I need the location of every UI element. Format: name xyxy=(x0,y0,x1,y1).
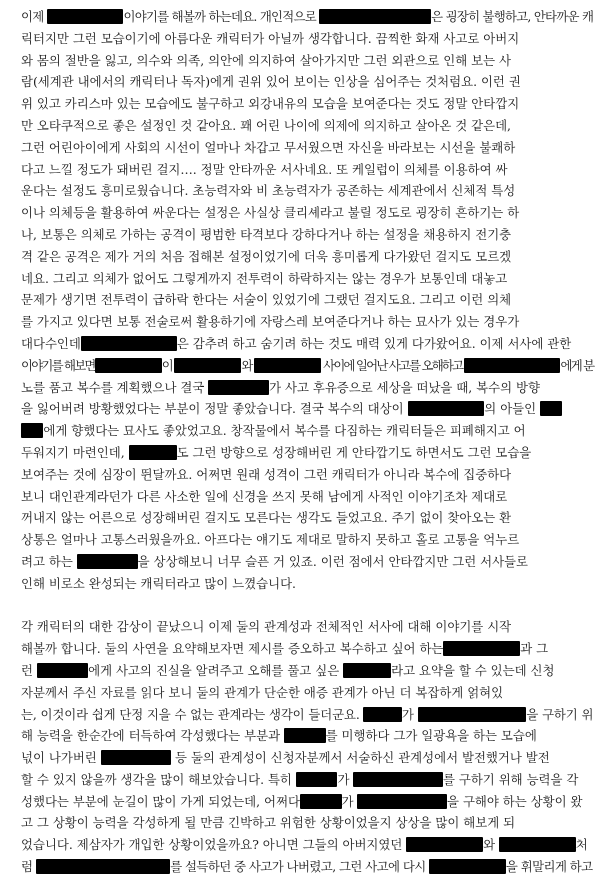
redaction-box xyxy=(77,554,138,569)
text-run: 을 상상해보니 너무 슬픈 거 있죠. 이런 점에서 안타깝지만 그런 서사들로 xyxy=(137,553,528,569)
text-run: 노를 품고 복수를 계획했으나 결국 xyxy=(21,379,209,395)
text-run: 라고 요약을 할 수 있는데 신청 xyxy=(391,662,555,678)
text-line xyxy=(21,616,593,638)
text-run: 은 굉장히 불행하고, 안타까운 캐 xyxy=(431,9,594,24)
text-run: 가 xyxy=(337,771,354,787)
text-run: 자분께서 주신 자료를 읽다 보니 둘의 관계가 단순한 애증 관계가 아닌 더 복잡하게 얽혀있 xyxy=(21,684,504,700)
text-run: 와 xyxy=(483,837,499,853)
text-line xyxy=(21,725,593,747)
text-line xyxy=(21,377,593,399)
text-run: 을 구하기 위 xyxy=(526,706,594,722)
text-run: 나, 보통은 의체로 가하는 공격이 평범한 타격보다 강하다거나 하는 설정을 채용하지 전기충 xyxy=(21,226,512,242)
text-run: 를 설득하던 중 사고가 나버렸고, 그런 사고에 다시 xyxy=(170,859,430,875)
text-run: 가 xyxy=(401,706,418,722)
text-run: 의 아들인 xyxy=(484,401,541,417)
text-line xyxy=(21,704,593,726)
text-run: 인해 비로소 완성되는 캐릭터라고 많이 느꼈습니다. xyxy=(21,575,296,591)
text-line xyxy=(21,93,593,115)
redaction-box xyxy=(284,728,326,743)
redaction-box xyxy=(408,401,485,416)
text-line xyxy=(21,333,593,355)
text-line xyxy=(21,834,593,856)
text-line xyxy=(21,159,593,181)
text-run: 넋이 나가버린 xyxy=(21,750,101,766)
text-run: 를 구하기 위해 능력을 각 xyxy=(442,771,579,787)
text-line xyxy=(21,551,593,573)
text-line xyxy=(21,638,593,660)
text-run: 도 그런 방향으로 성장해버린 게 안타깝기도 하면서도 그런 모습을 xyxy=(176,444,532,460)
text-run: 는, 이것이라 쉽게 단정 지을 수 없는 관계라는 생각이 들더군요. xyxy=(21,706,364,722)
text-run: 사이에 일어난 사고를 오해하고 xyxy=(320,357,465,373)
text-line xyxy=(21,180,593,202)
text-run: 성했다는 부분에 눈길이 많이 가게 되었는데, 어쩌다 xyxy=(21,793,300,809)
text-run: 가 xyxy=(341,793,358,809)
text-run: 릭터지만 그런 모습이기에 아름다운 캐릭터가 아닐까 생각합니다. 끔찍한 화재 사고로 아버지 xyxy=(21,30,520,46)
text-run: 럼 xyxy=(21,859,36,875)
text-line xyxy=(21,224,593,246)
text-line xyxy=(21,660,593,682)
text-run: 할 수 있지 않을까 생각을 많이 해보았습니다. 특히 xyxy=(21,771,296,787)
redaction-box xyxy=(174,358,241,373)
text-line xyxy=(21,464,593,486)
redaction-box xyxy=(129,445,177,460)
redaction-box xyxy=(319,9,431,24)
text-run: 려고 하는 xyxy=(21,553,77,569)
redaction-box xyxy=(101,750,171,765)
text-run: 각 캐릭터의 대한 감상이 끝났으니 이제 둘의 관계성과 전체적인 서사에 대해 이야기를 시작 xyxy=(21,619,512,635)
text-run: 었습니다. 제삼자가 개입한 상황이었을까요? 아니면 그들의 아버지였던 xyxy=(21,837,407,853)
redaction-box xyxy=(208,380,269,395)
text-line xyxy=(21,268,593,290)
text-run: 런 xyxy=(21,662,37,678)
redaction-box xyxy=(353,772,443,787)
text-run: 고 그 상황이 능력을 각성하게 될 만큼 긴박하고 위험한 상황이었을지 상상을 많이 해보게 되 xyxy=(21,815,516,831)
text-line xyxy=(21,769,593,791)
text-line xyxy=(21,573,593,595)
text-line xyxy=(21,311,593,333)
text-run: 이야기를 해볼까 하는데요. 개인적으로 xyxy=(123,9,320,24)
text-run: 람(세계관 내에서의 캐릭터나 독자)에게 권위 있어 보이는 인상을 심어주는 것처럼요. 이런 권 xyxy=(21,74,521,90)
text-line xyxy=(21,812,593,834)
text-run: 해볼까 합니다. 둘의 사연을 요약해보자면 제시를 증오하고 복수하고 싶어 하는 xyxy=(21,641,444,657)
text-run: 을 휘말리게 하고 xyxy=(505,859,593,875)
text-run: 등 둘의 관계성이 신청자분께서 서술하신 관계성에서 발전했거나 발전 xyxy=(171,750,550,766)
redaction-box xyxy=(47,9,124,24)
text-line xyxy=(21,529,593,551)
text-run: 대다수인데 xyxy=(21,335,81,351)
text-line xyxy=(21,202,593,224)
text-run: 보여주는 것에 심장이 뛴달까요. 어쩌면 원래 성격이 그런 캐릭터가 아니라 복수에 집중하다 xyxy=(21,466,512,482)
redaction-box xyxy=(37,663,88,678)
text-line xyxy=(21,137,593,159)
text-line xyxy=(21,28,593,50)
text-run: 에게 분 xyxy=(560,357,594,373)
text-line xyxy=(21,856,593,878)
text-run: 을 구해야 하는 상황이 왔 xyxy=(447,793,583,809)
paragraph xyxy=(21,6,593,595)
text-run: 이나 의체등을 활용하여 싸운다는 설정은 사실상 클리셰라고 불릴 정도로 굉장히 흔하기는 하 xyxy=(21,205,520,221)
text-line xyxy=(21,355,593,377)
text-run: 이야기를 해보면 xyxy=(21,357,95,373)
text-line xyxy=(21,246,593,268)
redaction-box xyxy=(540,401,562,416)
text-run: 와 xyxy=(241,357,254,373)
text-run: 그런 어린아이에게 사회의 시선이 얼마나 차갑고 무서웠으면 자신을 바라보는 시선을 불쾌하 xyxy=(21,139,516,155)
redaction-box xyxy=(418,707,527,722)
text-line xyxy=(21,289,593,311)
text-run: 다고 느낄 정도가 돼버린 걸지…. 정말 안타까운 서사네요. 또 케일럽이 의체를 이용하여 싸 xyxy=(21,161,508,177)
text-run: 이 xyxy=(161,357,175,373)
text-line xyxy=(21,420,593,442)
redaction-box xyxy=(464,358,560,373)
text-run: 처 xyxy=(575,837,588,853)
text-run: 을 잃어버려 방황했었다는 부분이 정말 좋았습니다. 결국 복수의 대상이 xyxy=(21,401,408,417)
text-run: 과 그 xyxy=(520,641,549,657)
redaction-box xyxy=(296,772,338,787)
redaction-box xyxy=(429,859,506,874)
redaction-box xyxy=(95,358,162,373)
text-run: 에게 사고의 진실을 알려주고 오해를 풀고 싶은 xyxy=(88,662,344,678)
redaction-box xyxy=(300,794,342,809)
text-run: 은 감추려 하고 숨기려 하는 것도 매력 있게 다가왔어요. 이제 서사에 관한 xyxy=(176,335,572,351)
text-line xyxy=(21,398,593,420)
text-run: 두워지기 마련인데, xyxy=(21,444,129,460)
text-run: 네요. 그리고 의체가 없어도 그렇게까지 전투력이 하락하지는 않는 경우가 보통인데 대놓고 xyxy=(21,270,508,286)
redaction-box xyxy=(406,837,483,852)
text-run: 와 몸의 절반을 잃고, 의수와 의족, 의안에 의지하여 살아가지만 그런 외관으로 인해 보는 사 xyxy=(21,52,511,68)
text-line xyxy=(21,747,593,769)
text-run: 격 같은 공격은 제가 거의 처음 접해본 설정이었기에 더욱 흥미롭게 다가왔던 걸지도 모르겠 xyxy=(21,248,512,264)
text-run: 이제 xyxy=(21,9,47,24)
text-run: 만 오타쿠적으로 좋은 설정인 것 같아요. 꽤 어린 나이에 의제에 의지하고 살아온 것 같은데, xyxy=(21,117,511,133)
redaction-box xyxy=(443,641,520,656)
text-run: 문제가 생기면 전투력이 급하락 한다는 서술이 있었기에 그랬던 걸지도요. 그리고 이런 의체 xyxy=(21,292,512,308)
text-run: 운다는 설정도 흥미로웠습니다. 초능력자와 비 초능력자가 공존하는 세계관에서 신체적 특성 xyxy=(21,183,516,199)
paragraph xyxy=(21,616,593,878)
text-run: 위 있고 카리스마 있는 모습에도 불구하고 외강내유의 모습을 보여준다는 것도 정말 안타깝지 xyxy=(21,96,520,112)
text-run: 해 능력을 한순간에 터득하여 각성했다는 부분과 xyxy=(21,728,285,744)
redaction-box xyxy=(254,358,321,373)
text-line xyxy=(21,50,593,72)
redaction-box xyxy=(499,837,576,852)
text-line xyxy=(21,486,593,508)
redaction-box xyxy=(21,423,43,438)
text-line xyxy=(21,115,593,137)
text-line xyxy=(21,71,593,93)
redaction-box xyxy=(81,336,177,351)
redaction-box xyxy=(363,707,401,722)
redaction-box xyxy=(36,859,170,874)
text-line xyxy=(21,6,593,28)
text-run: 가 사고 후유증으로 세상을 떠났을 때, 복수의 방향 xyxy=(269,379,540,395)
redaction-box xyxy=(343,663,391,678)
text-line xyxy=(21,442,593,464)
text-run: 상통은 얼마나 고통스러웠을까요. 아프다는 얘기도 제대로 말하지 못하고 홀로 고통을 억누르 xyxy=(21,532,520,548)
text-run: 에게 향했다는 묘사도 좋았었고요. 창작물에서 복수를 다짐하는 캐릭터들은 피폐해지고 어 xyxy=(43,423,526,439)
redaction-box xyxy=(357,794,447,809)
text-run: 보니 대인관계라던가 다른 사소한 일에 신경을 쓰지 못해 남에게 사적인 이야기조차 제대로 xyxy=(21,488,508,504)
text-line xyxy=(21,682,593,704)
text-line xyxy=(21,791,593,813)
text-run: 를 가지고 있다면 보통 전술로써 활용하기에 자랑스레 보여준다거나 하는 묘사가 있는 경우가 xyxy=(21,314,520,330)
text-line xyxy=(21,507,593,529)
text-run: 꺼내지 않는 어른으로 성장해버린 걸지도 모른다는 생각도 들었고요. 주기 없이 찾아오는 환 xyxy=(21,510,512,526)
text-run: 를 미행하다 그가 일광욕을 하는 모습에 xyxy=(325,728,537,744)
